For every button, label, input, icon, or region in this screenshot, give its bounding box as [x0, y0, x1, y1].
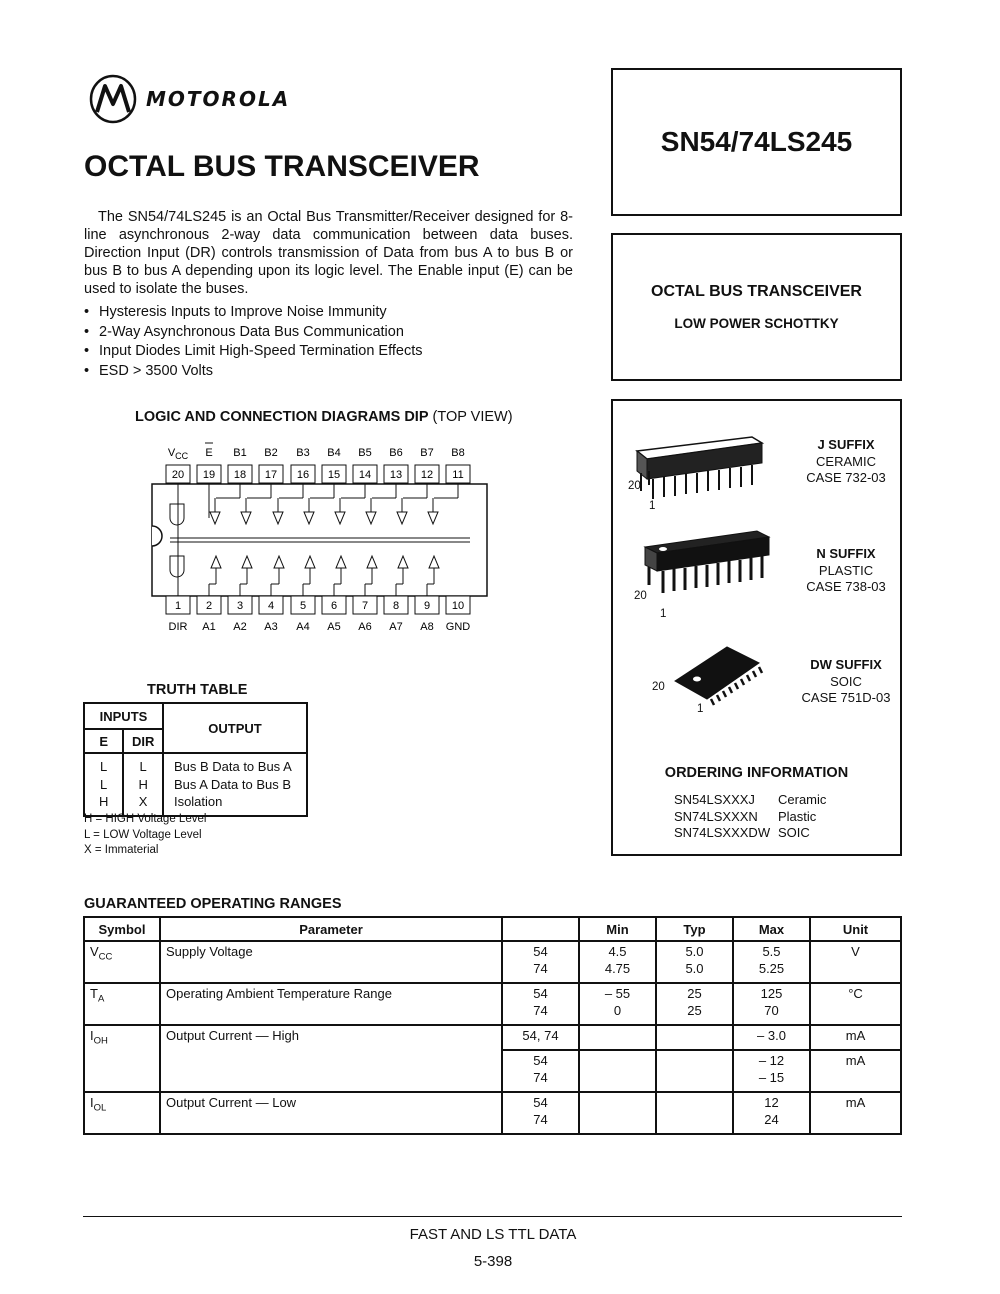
symbol-cell: $I_{OH}$: [84, 1025, 160, 1092]
intro-paragraph: The SN54/74LS245 is an Octal Bus Transmitter/Receiver designed for 8-line asynchronous 2-way data communication between data buses. Direction Input (DR) controls transmission of Data from bus A to bus B or bus B to bus A depending upon its logic level. The Enable input (E) can be used to isolate the buses.: [84, 209, 573, 297]
pin-name-label: B1: [233, 447, 247, 459]
max-cell: 12 24: [733, 1092, 810, 1134]
dip-package-outline: [152, 484, 487, 596]
pin-number: 15: [327, 469, 341, 481]
header-symbol: Symbol: [84, 917, 160, 941]
pin-number: 20: [171, 469, 185, 481]
truth-table: [83, 702, 308, 817]
header-typ: Typ: [656, 917, 733, 941]
pin-number: 9: [423, 600, 431, 612]
min-cell: – 55 0: [579, 983, 656, 1025]
table-row: [84, 1092, 901, 1134]
part-number: SN54/74LS245: [660, 126, 853, 157]
table-row: [84, 941, 901, 983]
feature-item: • ESD > 3500 Volts: [84, 362, 422, 382]
max-cell: 125 70: [733, 983, 810, 1025]
symbol-cell: $V_{CC}$: [84, 941, 160, 983]
pin-name-label: A1: [202, 621, 216, 633]
feature-item: • Hysteresis Inputs to Improve Noise Immunity: [84, 303, 422, 323]
table-row: [84, 983, 901, 1025]
parameter-cell: Output Current — Low: [160, 1092, 502, 1134]
max-cell: – 12 – 15: [733, 1050, 810, 1092]
unit-cell: mA: [810, 1025, 901, 1050]
unit-cell: °C: [810, 983, 901, 1025]
operating-ranges-table: [83, 916, 902, 1135]
motorola-batwing-icon: [88, 74, 138, 124]
pin-number: 18: [233, 469, 247, 481]
truth-table-title: TRUTH TABLE: [147, 682, 248, 698]
parameter-cell: Output Current — High: [160, 1025, 502, 1092]
pin-number: 16: [296, 469, 310, 481]
typ-cell: [656, 1092, 733, 1134]
plastic-dip-package-icon: [637, 519, 787, 609]
pin-name-label: A3: [264, 621, 278, 633]
ordering-row: SN74LSXXXN Plastic: [674, 808, 817, 824]
header-max: Max: [733, 917, 810, 941]
diagram-title: LOGIC AND CONNECTION DIAGRAMS DIP (TOP VIEW): [135, 409, 513, 425]
min-cell: 4.5 4.75: [579, 941, 656, 983]
page-number: 5-398: [473, 1253, 513, 1270]
pin-number: 13: [389, 469, 403, 481]
header-unit: Unit: [810, 917, 901, 941]
n-suffix-label: N SUFFIX PLASTIC CASE 738-03: [806, 546, 886, 594]
unit-cell: V: [810, 941, 901, 983]
description-subtitle: LOW POWER SCHOTTKY: [674, 316, 839, 331]
pin-1-mark: 1: [697, 703, 704, 715]
pin-name-label: A6: [358, 621, 372, 633]
pin-name-label: E: [205, 447, 213, 459]
device-cell: 54 74: [502, 941, 579, 983]
j-suffix-label: J SUFFIX CERAMIC CASE 732-03: [806, 437, 886, 485]
brand-name: MOTOROLA: [146, 87, 291, 111]
symbol-cell: $T_A$: [84, 983, 160, 1025]
typ-cell: [656, 1050, 733, 1092]
truth-dir-column: L H X: [123, 753, 163, 816]
truth-table-legend: H = HIGH Voltage Level L = LOW Voltage Level X = Immaterial: [84, 813, 207, 856]
pin-name-label: B7: [420, 447, 434, 459]
header-parameter: Parameter: [160, 917, 502, 941]
truth-output-column: Bus B Data to Bus A Bus A Data to Bus B Isolation: [163, 753, 307, 816]
pin-number: 2: [205, 600, 213, 612]
pin-number: 5: [299, 600, 307, 612]
pin-name-label: B4: [327, 447, 341, 459]
pin-number: 11: [452, 469, 464, 481]
motorola-logo: [88, 74, 290, 124]
inputs-header: INPUTS: [84, 703, 163, 729]
typ-cell: [656, 1025, 733, 1050]
logic-connection-diagram: [140, 438, 500, 638]
typ-cell: 5.0 5.0: [656, 941, 733, 983]
page-title: OCTAL BUS TRANSCEIVER: [84, 150, 480, 183]
pin-name-label: $V_{CC}$: [167, 447, 189, 461]
unit-cell: mA: [810, 1092, 901, 1134]
pin-20-mark: 20: [634, 590, 647, 602]
min-cell: [579, 1092, 656, 1134]
pin-name-label: DIR: [168, 621, 188, 633]
ordering-row: SN54LSXXXJ Ceramic: [674, 792, 827, 807]
pin-name-label: A7: [389, 621, 403, 633]
part-number-box: [611, 68, 902, 216]
device-cell: 54 74: [502, 983, 579, 1025]
device-cell: 54 74: [502, 1050, 579, 1092]
feature-list: [84, 303, 422, 381]
footer-divider: [83, 1216, 902, 1217]
pin-name-label: B8: [451, 447, 465, 459]
pin-number: 8: [392, 600, 400, 612]
pin-name-label: B6: [389, 447, 403, 459]
min-cell: [579, 1025, 656, 1050]
pin-name-label: A4: [296, 621, 310, 633]
ordering-list: [674, 792, 826, 842]
feature-item: • Input Diodes Limit High-Speed Termination Effects: [84, 342, 422, 362]
pin-number: 3: [236, 600, 244, 612]
pin-number: 17: [264, 469, 278, 481]
header-device: [502, 917, 579, 941]
footer-title: FAST AND LS TTL DATA: [409, 1226, 577, 1243]
pin-number: 1: [174, 600, 182, 612]
soic-package-icon: [667, 639, 767, 714]
pin-number: 4: [267, 600, 275, 612]
unit-cell: mA: [810, 1050, 901, 1092]
header-min: Min: [579, 917, 656, 941]
device-cell: 54 74: [502, 1092, 579, 1134]
ordering-title: ORDERING INFORMATION: [664, 765, 849, 781]
col-e-header: E: [84, 729, 123, 753]
output-header: OUTPUT: [163, 703, 307, 753]
pin-number: 7: [361, 600, 369, 612]
dw-suffix-label: DW SUFFIX SOIC CASE 751D-03: [801, 657, 891, 705]
package-box: [611, 399, 902, 856]
symbol-cell: $I_{OL}$: [84, 1092, 160, 1134]
pin-1-mark: 1: [660, 608, 667, 620]
pin-number: 10: [451, 600, 465, 612]
description-box: [611, 233, 902, 381]
device-cell: 54, 74: [502, 1025, 579, 1050]
pin-20-mark: 20: [628, 480, 641, 492]
typ-cell: 25 25: [656, 983, 733, 1025]
min-cell: [579, 1050, 656, 1092]
pin-name-label: A8: [420, 621, 434, 633]
feature-item: • 2-Way Asynchronous Data Bus Communication: [84, 323, 422, 343]
pin-number: 6: [330, 600, 338, 612]
parameter-cell: Supply Voltage: [160, 941, 502, 983]
pin-20-mark: 20: [652, 681, 665, 693]
table-row: [84, 1025, 901, 1050]
col-dir-header: DIR: [123, 729, 163, 753]
pin-name-label: B2: [264, 447, 278, 459]
pin-name-label: A5: [327, 621, 341, 633]
max-cell: – 3.0: [733, 1025, 810, 1050]
parameter-cell: Operating Ambient Temperature Range: [160, 983, 502, 1025]
max-cell: 5.5 5.25: [733, 941, 810, 983]
pin-number: 14: [358, 469, 372, 481]
pin-name-label: A2: [233, 621, 247, 633]
pin-number: 12: [420, 469, 434, 481]
pin-name-label: GND: [445, 621, 471, 633]
ordering-row: SN74LSXXXDW SOIC: [674, 825, 810, 840]
description-title: OCTAL BUS TRANSCEIVER: [651, 283, 862, 300]
operating-ranges-title: GUARANTEED OPERATING RANGES: [84, 896, 342, 912]
pin-name-label: B3: [296, 447, 310, 459]
pin-name-label: B5: [358, 447, 372, 459]
pin-1-mark: 1: [649, 500, 656, 512]
truth-e-column: L L H: [84, 753, 123, 816]
pin-number: 19: [202, 469, 216, 481]
